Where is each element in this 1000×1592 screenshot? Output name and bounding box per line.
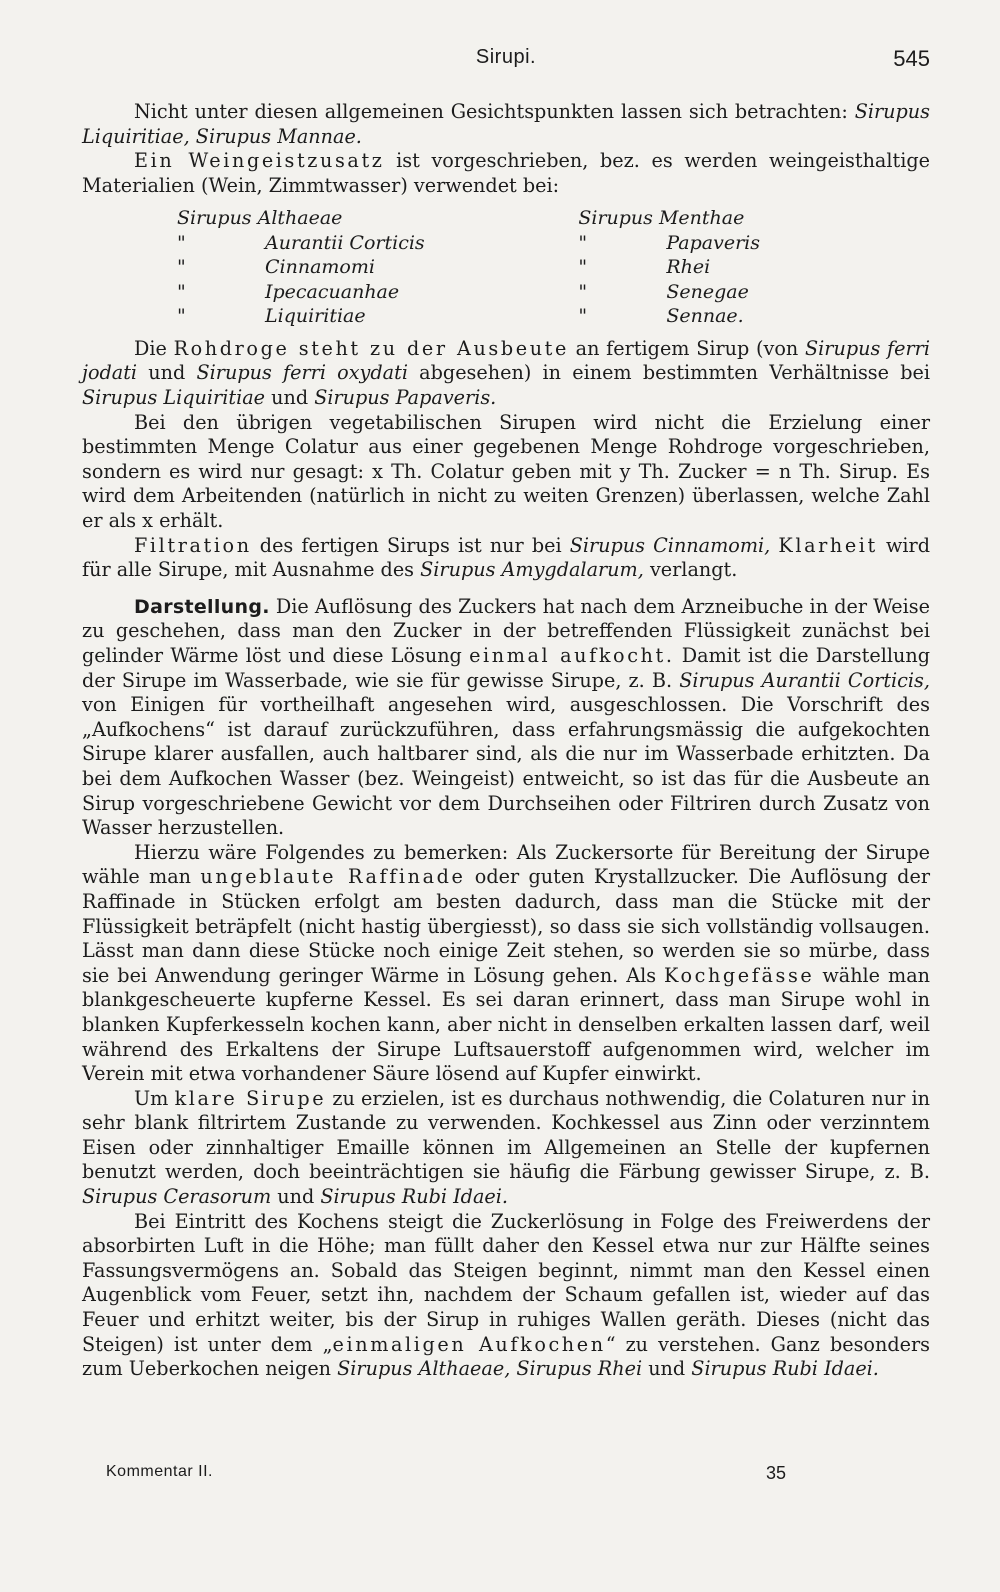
italic-run: Sirupus Papaveris.: [314, 386, 497, 410]
text-run: wird für alle Sirupe, mit Ausnahme des: [82, 533, 930, 582]
list-item-label: Aurantii Corticis: [265, 231, 425, 254]
spaced-emphasis: einmaligen Aufkochen: [332, 1332, 606, 1356]
text-run: Hierzu wäre Folgendes zu bemerken: Als Zuckersorte für Bereitung der Sirupe wähle man: [82, 840, 930, 889]
ditto-mark: ": [177, 280, 186, 303]
list-item: [177, 231, 425, 256]
footer-volume-label: Kommentar II.: [106, 1463, 213, 1480]
italic-run: Sirupus Aurantii Corticis,: [679, 668, 930, 692]
list-item-label: Senegae: [666, 280, 749, 303]
page-footer: [106, 1463, 930, 1487]
paragraph-weingeist: [82, 149, 930, 198]
list-item: [177, 206, 425, 231]
list-item: [177, 255, 425, 280]
ditto-mark: ": [578, 280, 588, 303]
list-item: [578, 304, 760, 329]
text-run: an fertigem Sirup (von: [568, 336, 806, 360]
text-run: verlangt.: [643, 558, 738, 582]
sirup-list-right: [578, 206, 760, 329]
body-text: [82, 100, 930, 1382]
ditto-mark: ": [578, 305, 588, 328]
list-item-label: Sirupus Althaeae: [177, 207, 343, 230]
text-run: “ zu verstehen. Ganz besonders zum Ueberkochen neigen: [82, 1332, 930, 1381]
text-run: und: [642, 1357, 692, 1381]
text-run: und: [265, 386, 315, 410]
paragraph-eintritt: [82, 1210, 930, 1382]
italic-run: Sirupus Rubi Idaei.: [320, 1185, 508, 1209]
list-item-label: Cinnamomi: [265, 256, 375, 279]
paragraph-darstellung: [82, 595, 930, 841]
spaced-emphasis: Ein Weingeistzusatz: [134, 149, 385, 173]
list-item-label: Liquiritiae: [265, 305, 366, 328]
text-run: ist vorgeschrieben, bez. es werden weingeisthaltige Materialien (Wein, Zimmtwasser) verwendet bei:: [82, 149, 930, 197]
paragraph-hierzu: [82, 841, 930, 1087]
list-item-label: Sennae.: [666, 305, 744, 328]
paragraph-klare-sirupe: [82, 1087, 930, 1210]
paragraph-filtration: [82, 534, 930, 583]
spaced-emphasis: Rohdroge steht zu der Ausbeute: [173, 336, 569, 360]
list-item: [578, 206, 760, 231]
list-item: [177, 280, 425, 305]
italic-run: Sirupus ferri jodati: [82, 336, 930, 385]
section-heading: Darstellung.: [134, 595, 270, 618]
text-run: Nicht unter diesen allgemeinen Gesichtspunkten lassen sich betrachten:: [134, 100, 855, 123]
spaced-emphasis: Filtration: [134, 533, 252, 557]
text-run: wähle man blankgescheuerte kupferne Kessel. Es sei daran erinnert, dass man Sirupe wohl in blanken Kupferkesseln kochen kann, aber nicht in denselben erkalten lassen darf, weil während des Erkaltens der Sirupe Luftsauerstoff aufgenommen wird, welcher im Verein mit etwa vorhandener Säure lösend auf Kupfer einwirkt.: [82, 963, 930, 1086]
italic-run: Sirupus Althaeae, Sirupus Rhei: [337, 1357, 643, 1381]
italic-run: Sirupus Rubi Idaei.: [691, 1357, 879, 1381]
list-item-label: Ipecacuanhae: [265, 280, 400, 303]
list-item: [578, 255, 760, 280]
text-run: des fertigen Sirups ist nur bei: [251, 533, 570, 557]
sirup-list-left: [177, 206, 425, 329]
page-number: 545: [893, 46, 930, 71]
ditto-mark: ": [177, 231, 186, 254]
list-item: [177, 304, 425, 329]
list-item-label: Papaveris: [666, 231, 760, 254]
ditto-mark: ": [578, 231, 588, 254]
spaced-emphasis: klare Sirupe: [174, 1086, 327, 1110]
text-run: abgesehen) in einem bestimmten Verhältnisse bei: [407, 361, 930, 385]
footer-signature-mark: 35: [766, 1463, 787, 1483]
italic-run: Sirupus Liquiritiae: [82, 386, 266, 410]
sirup-list: [82, 198, 930, 337]
spaced-emphasis: Klarheit: [778, 533, 878, 557]
text-run: von Einigen für vortheilhaft angesehen wird, ausgeschlossen. Die Vorschrift des „Aufkochens“ ist darauf zurückzuführen, dass erfahrungsmässig die aufgekochten Sirupe klarer ausfallen, auch haltbarer sind, als die nur im Wasserbade erhitzten. Da bei dem Aufkochen Wasser (bez. Weingeist) entweicht, so ist das für die Ausbeute an Sirup vorgeschriebene Gewicht vor dem Durchseihen oder Filtriren durch Zusatz von Wasser herzustellen.: [82, 693, 930, 840]
text-run: Die Auflösung des Zuckers hat nach dem Arzneibuche in der Weise zu geschehen, dass man den Zucker in der betreffenden Flüssigkeit zunächst bei gelinder Wärme löst und diese Lösung: [82, 594, 930, 667]
spaced-emphasis: ungeblaute Raffinade: [200, 865, 466, 889]
ditto-mark: ": [177, 256, 186, 279]
paragraph-intro: [82, 100, 930, 149]
ditto-mark: ": [177, 305, 186, 328]
spaced-emphasis: Kochgefässe: [664, 963, 815, 987]
list-item-label: Sirupus Menthae: [578, 207, 745, 230]
italic-run: Sirupus Cinnamomi,: [569, 533, 771, 557]
text-run: zu erzielen, ist es durchaus nothwendig, die Colaturen nur in sehr blank filtrirtem Zustande zu verwenden. Kochkessel aus Zinn oder verzinntem Eisen oder zinnhaltiger Emaille können im Allgemeinen an Stelle der kupfernen benutzt werden, doch beeinträchtigen sie häufig die Färbung gewisser Sirupe, z. B.: [82, 1086, 931, 1184]
ditto-mark: ": [578, 256, 588, 279]
italic-run: Sirupus Cerasorum: [82, 1185, 272, 1209]
text-run: Bei Eintritt des Kochens steigt die Zuckerlösung in Folge des Freiwerdens der absorbirten Luft in die Höhe; man füllt daher den Kessel etwa nur zur Hälfte seines Fassungsvermögens an. Sobald das Steigen beginnt, nimmt man den Kessel einen Augenblick vom Feuer, setzt ihn, nachdem der Schaum gefallen ist, wieder auf das Feuer und erhitzt weiter, bis der Sirup in ruhiges Wallen geräth. Dieses (nicht das Steigen) ist unter dem „: [82, 1209, 930, 1356]
text-run: und: [271, 1185, 321, 1209]
text-run: oder guten Krystallzucker. Die Auflösung der Raffinade in Stücken erfolgt am besten dadurch, dass man die Stücke mit der Flüssigkeit beträpfelt (nicht hastig übergiesst), so dass sie sich vollständig vollsaugen. Lässt man dann diese Stücke noch einige Zeit stehen, so werden sie so mürbe, dass sie bei Anwendung geringer Wärme in Lösung gehen. Als: [82, 865, 930, 987]
list-item-label: Rhei: [666, 256, 711, 279]
paragraph-rohdroge: [82, 337, 930, 411]
text-run: Die: [134, 336, 174, 360]
list-item: [578, 231, 760, 256]
text-run: und: [137, 361, 197, 385]
text-run: Um: [134, 1086, 175, 1110]
running-title: Sirupi.: [475, 46, 537, 68]
running-head: [82, 46, 930, 76]
paragraph-colatur: Bei den übrigen vegetabilischen Sirupen wird nicht die Erzielung einer bestimmten Menge Colatur aus einer gegebenen Menge Rohdroge vorgeschrieben, sondern es wird nur gesagt: x Th. Colatur geben mit y Th. Zucker = n Th. Sirup. Es wird dem Arbeitenden (natürlich in nicht zu weiten Grenzen) überlassen, welche Zahl er als x erhält.: [82, 410, 930, 533]
list-item: [578, 280, 760, 305]
text-run: Damit ist die Darstellung der Sirupe im Wasserbade, wie sie für gewisse Sirupe, z. B.: [82, 644, 930, 692]
spaced-emphasis: einmal aufkocht.: [469, 644, 675, 667]
italic-run: Sirupus ferri oxydati: [196, 361, 408, 385]
italic-run: Sirupus Amygdalarum,: [420, 558, 644, 582]
italic-run: Sirupus Liquiritiae, Sirupus Mannae.: [82, 100, 930, 148]
